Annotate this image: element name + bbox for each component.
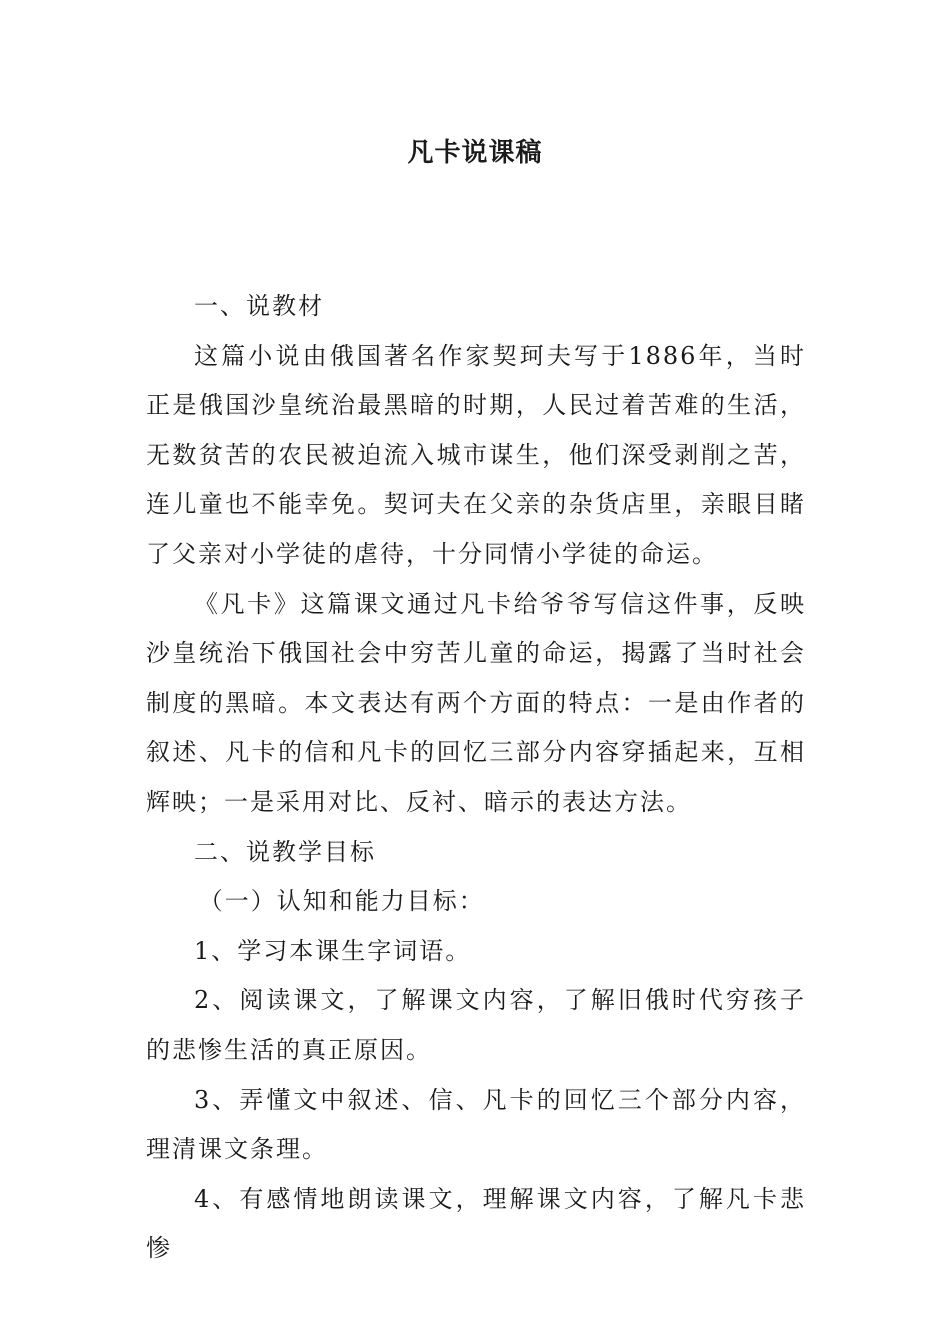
subheading-cognitive-goals: （一）认知和能力目标：: [198, 887, 485, 916]
section-heading-objectives: 二、说教学目标: [194, 837, 376, 866]
goal-item-4: 4、有感情地朗读课文，理解课文内容，了解凡卡悲惨: [146, 1184, 806, 1263]
goal-item-1: 1、学习本课生字词语。: [194, 936, 472, 965]
goal-item-2: 2、阅读课文，了解课文内容，了解旧俄时代穷孩子的悲惨生活的真正原因。: [146, 986, 806, 1064]
paragraph-features: 《凡卡》这篇课文通过凡卡给爷爷写信这件事，反映沙皇统治下俄国社会中穷苦儿童的命运，揭露了当时社会制度的黑暗。本文表达有两个方面的特点：一是由作者的叙述、凡卡的信和凡卡的回忆三部分内容穿插起来，互相辉映；一是采用对比、反衬、暗示的表达方法。: [146, 589, 806, 816]
section-heading-textbook: 一、说教材: [194, 292, 324, 320]
paragraph-background: 这篇小说由俄国著名作家契珂夫写于1886年，当时正是俄国沙皇统治最黑暗的时期，人民过着苦难的生活，无数贫苦的农民被迫流入城市谋生，他们深受剥削之苦，连儿童也不能幸免。契诃夫在父亲的杂货店里，亲眼目睹了父亲对小学徒的虐待，十分同情小学徒的命运。: [146, 341, 806, 568]
goal-item-3: 3、弄懂文中叙述、信、凡卡的回忆三个部分内容，理清课文条理。: [146, 1085, 806, 1164]
document-body: [146, 282, 806, 1274]
document-title: 凡卡说课稿: [407, 138, 543, 168]
